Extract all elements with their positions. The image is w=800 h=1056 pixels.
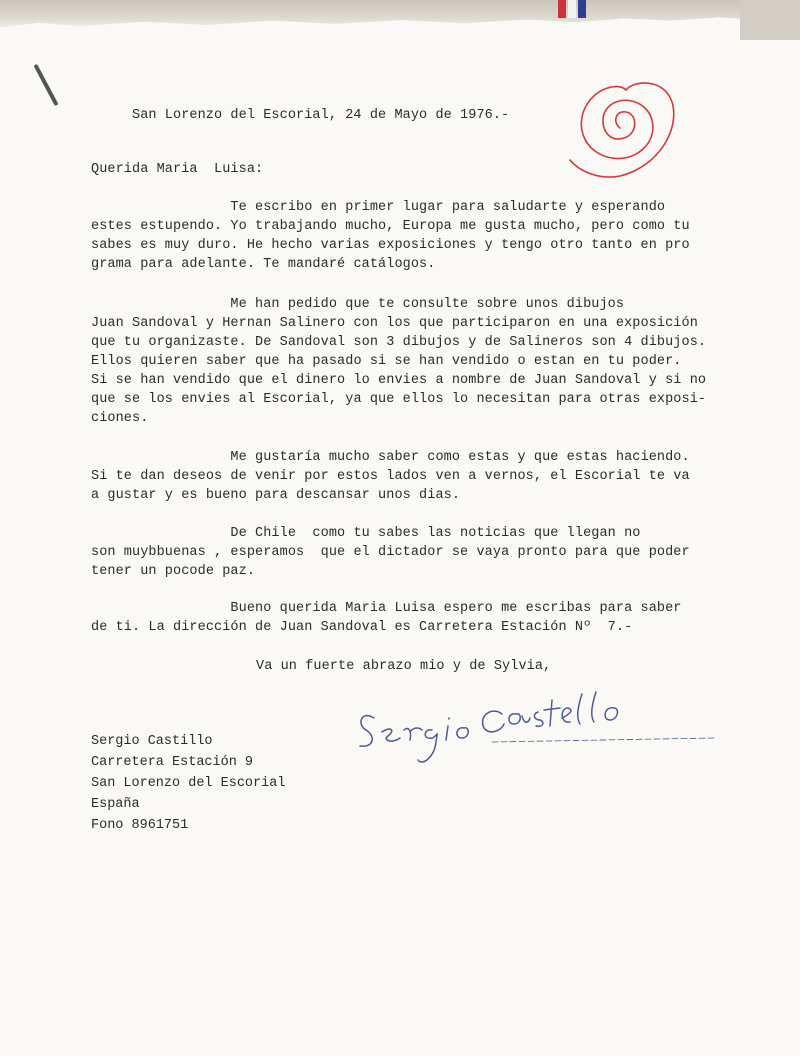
paragraph-1: Te escribo en primer lugar para saludarte y esperando estes estupendo. Yo trabajando mucho, Europa me gusta mucho, pero como tu sabes es muy duro. He hecho varias exposiciones y tengo otro tanto en pro grama para adelante. Te mandaré catálogos. xyxy=(91,200,690,272)
paragraph-2: Me han pedido que te consulte sobre unos dibujos Juan Sandoval y Hernan Salinero con los que participaron en una exposición que tu organizaste. De Sandoval son 3 dibujos y de Salineros son 4 dibujos. Ellos quieren saber que ha pasado si se han vendido o estan en tu poder. Si se han vendido que el dinero lo envies a nombre de Juan Sandoval y si no que se los envies al Escorial, ya que ellos lo necesitan para otras exposi- ciones. xyxy=(91,297,707,426)
closing-line: Va un fuerte abrazo mio y de Sylvia, xyxy=(256,659,552,674)
date-line: San Lorenzo del Escorial, 24 de Mayo de 1976.- xyxy=(132,108,510,123)
paragraph-5: Bueno querida Maria Luisa espero me escribas para saber de ti. La dirección de Juan Sandoval es Carretera Estación Nº 7.- xyxy=(91,601,682,635)
handwritten-signature xyxy=(352,680,722,775)
sender-street: Carretera Estación 9 xyxy=(91,755,254,770)
paper-corner-tab xyxy=(740,0,800,40)
paragraph-4: De Chile como tu sabes las noticias que llegan no son muybbuenas , esperamos que el dictador se vaya pronto para que poder tener un pocode paz. xyxy=(91,526,690,579)
red-spiral-doodle xyxy=(560,72,682,184)
staple-mark xyxy=(33,64,58,106)
sender-city: San Lorenzo del Escorial xyxy=(91,776,286,791)
paragraph-3: Me gustaría mucho saber como estas y que estas haciendo. Si te dan deseos de venir por estos lados ven a vernos, el Escorial te va a gustar y es bueno para descansar unos dias. xyxy=(91,450,690,503)
sender-country: España xyxy=(91,797,140,812)
sender-name: Sergio Castillo xyxy=(91,734,213,749)
sender-address xyxy=(91,731,285,836)
colored-tape-mark xyxy=(558,0,592,18)
sender-phone: Fono 8961751 xyxy=(91,818,189,833)
greeting: Querida Maria Luisa: xyxy=(91,162,264,177)
